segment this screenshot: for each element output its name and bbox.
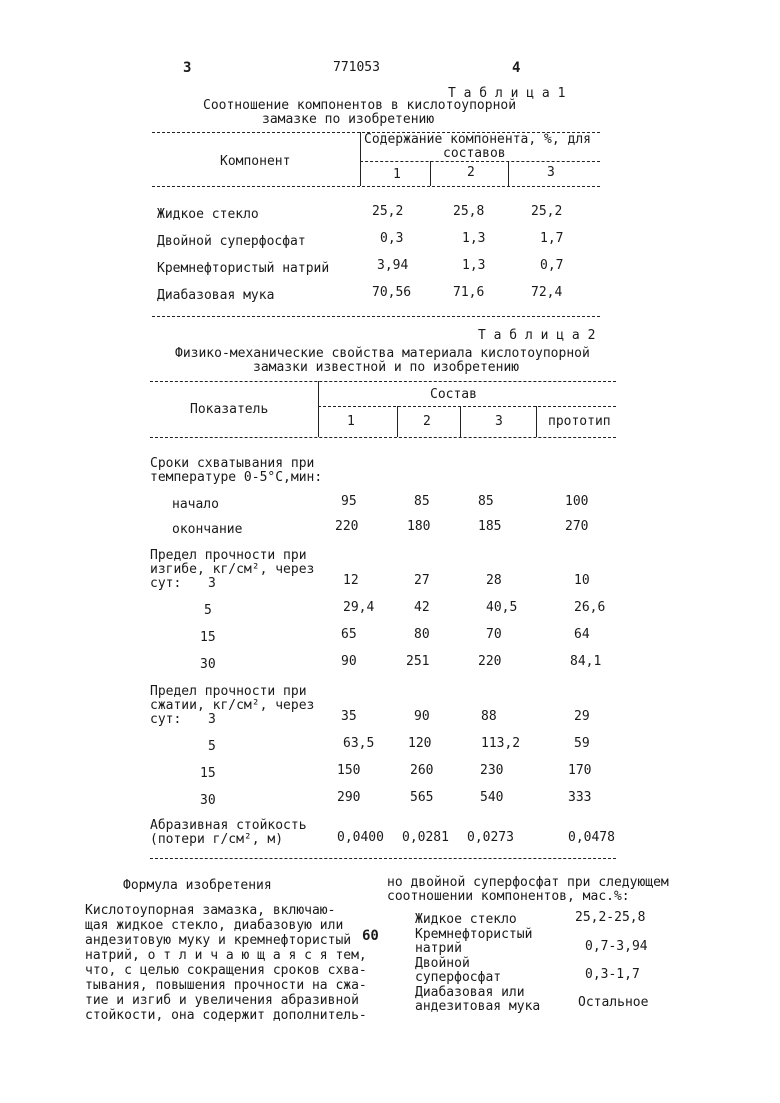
table2-cell: 35	[341, 709, 357, 724]
table2-cell: 0,0478	[568, 830, 615, 845]
table2-day: 5	[204, 603, 212, 618]
table2-cell: 40,5	[486, 600, 518, 615]
table1-label: Т а б л и ц а 1	[448, 86, 566, 101]
table1-col-1: 1	[393, 167, 401, 182]
table2-row-name: начало	[172, 497, 219, 512]
formula-left-line: тие и изгиб и увеличения абразивной	[85, 993, 359, 1008]
table1-col-divider-2	[508, 161, 509, 186]
table2-cell: 260	[410, 763, 434, 778]
page-number-left: 3	[183, 60, 192, 76]
table2-cell: 29	[574, 709, 590, 724]
table1-cell: 0,3	[380, 231, 404, 246]
component-name: натрий	[415, 941, 462, 956]
table2-cell: 270	[565, 519, 589, 534]
component-name: Жидкое стекло	[415, 912, 517, 927]
table2-bend-label: Предел прочности при	[150, 548, 307, 563]
table1-col-content-line2: составов	[443, 146, 506, 161]
table2-cell: 251	[406, 654, 430, 669]
table2-cell: 90	[341, 654, 357, 669]
table2-sub-rule	[318, 406, 616, 407]
table2-cell: 333	[568, 790, 592, 805]
table2-setting-label: Сроки схватывания при	[150, 456, 315, 471]
table2-day: 15	[200, 766, 216, 781]
table2-cell: 10	[574, 573, 590, 588]
component-value: Остальное	[578, 995, 649, 1010]
table1-cell: 0,7	[540, 258, 564, 273]
table1-cell: 25,8	[453, 204, 485, 219]
table2-divider	[318, 381, 319, 437]
table2-compress-label: сут:	[150, 712, 182, 727]
formula-left-line: андезитовую муку и кремнефтористый	[85, 933, 352, 948]
table1-col-2: 2	[467, 165, 475, 180]
formula-left-line: тывания, повышения прочности на сжа-	[85, 978, 367, 993]
component-name: андезитовая мука	[415, 999, 541, 1014]
table2-label: Т а б л и ц а 2	[478, 328, 596, 343]
table1-row-name: Кремнефтористый натрий	[157, 261, 330, 276]
table2-cell: 290	[337, 790, 361, 805]
line-number: 60	[362, 928, 379, 944]
table2-day: 30	[200, 793, 216, 808]
table2-cell: 65	[341, 627, 357, 642]
table1-row-name: Жидкое стекло	[157, 207, 259, 222]
patent-number: 771053	[333, 60, 380, 75]
table2-setting-label: температуре 0-5°С,мин:	[150, 470, 323, 485]
formula-left-line: Кислотоупорная замазка, включаю-	[85, 903, 336, 918]
table1-cell: 71,6	[453, 285, 485, 300]
table2-cell: 540	[480, 790, 504, 805]
table2-compress-label: Предел прочности при	[150, 684, 307, 699]
table1-cell: 1,3	[462, 258, 486, 273]
page-number-right: 4	[512, 60, 521, 76]
table2-cell: 0,0281	[402, 830, 449, 845]
formula-heading: Формула изобретения	[123, 878, 272, 893]
formula-left-line: стойкости, она содержит дополнитель-	[85, 1008, 367, 1023]
table2-cell: 42	[414, 600, 430, 615]
table2-row-name: окончание	[172, 522, 243, 537]
table2-top-rule	[150, 381, 616, 382]
table2-col-3: 3	[495, 414, 503, 429]
table2-cell: 220	[478, 654, 502, 669]
component-value: 25,2-25,8	[575, 910, 646, 925]
table2-cell: 26,6	[574, 600, 606, 615]
component-value: 0,7-3,94	[585, 939, 648, 954]
table2-cell: 90	[414, 709, 430, 724]
table2-cell: 59	[574, 736, 590, 751]
table2-day: 15	[200, 630, 216, 645]
table2-col-prototype: прототип	[548, 414, 611, 429]
table2-cell: 80	[414, 627, 430, 642]
table1-cell: 1,7	[540, 231, 564, 246]
table2-col-divider-2	[460, 406, 461, 437]
table1-cell: 25,2	[531, 204, 563, 219]
table2-day: 30	[200, 657, 216, 672]
table2-cell: 120	[408, 736, 432, 751]
table2-cell: 170	[568, 763, 592, 778]
table2-col-indicator: Показатель	[190, 402, 269, 417]
formula-right-line: но двойной суперфосфат при следующем	[387, 875, 669, 890]
table2-day: 3	[208, 712, 216, 727]
component-name: Диабазовая или	[415, 985, 525, 1000]
table2-cell: 70	[486, 627, 502, 642]
table2-bottom-rule	[150, 858, 616, 859]
table2-col-divider-1	[397, 406, 398, 437]
table1-col-content-line1: Содержание компонента, %, для	[364, 132, 591, 147]
table2-cell: 150	[337, 763, 361, 778]
table2-col-divider-3	[536, 406, 537, 437]
formula-right-line: соотношении компонентов, мас.%:	[387, 889, 630, 904]
component-name: Кремнефтористый	[415, 927, 533, 942]
table1-header-rule	[152, 186, 600, 187]
table2-col-2: 2	[423, 414, 431, 429]
table2-cell: 28	[486, 573, 502, 588]
table1-title-line2: замазке по изобретению	[262, 112, 435, 127]
table2-cell: 100	[565, 494, 589, 509]
table1-col-3: 3	[547, 165, 555, 180]
table1-col-divider-1	[430, 161, 431, 186]
table2-cell: 88	[481, 709, 497, 724]
table2-cell: 85	[478, 494, 494, 509]
table2-bend-label: сут:	[150, 576, 182, 591]
table1-bottom-rule	[152, 316, 600, 317]
table2-cell: 113,2	[481, 736, 521, 751]
table1-row-name: Двойной суперфосфат	[157, 234, 306, 249]
table2-cell: 95	[341, 494, 357, 509]
table1-cell: 3,94	[377, 258, 409, 273]
component-name: Двойной	[415, 956, 470, 971]
table1-title-line1: Соотношение компонентов в кислотоупорной	[203, 98, 517, 113]
table2-cell: 220	[335, 519, 359, 534]
table2-bend-label: изгибе, кг/см², через	[150, 562, 315, 577]
table2-col-composition: Состав	[430, 387, 477, 402]
table1-sub-rule	[360, 161, 600, 162]
formula-left-line: натрий, о т л и ч а ю щ а я с я тем,	[85, 948, 367, 963]
table1-row-name: Диабазовая мука	[157, 288, 275, 303]
table2-cell: 180	[407, 519, 431, 534]
component-name: суперфосфат	[415, 970, 502, 985]
table1-cell: 72,4	[531, 285, 563, 300]
table2-cell: 63,5	[343, 736, 375, 751]
table1-cell: 25,2	[372, 204, 404, 219]
table2-title-line1: Физико-механические свойства материала кислотоупорной	[175, 346, 590, 361]
table2-cell: 84,1	[570, 654, 602, 669]
table2-cell: 27	[414, 573, 430, 588]
table2-cell: 12	[343, 573, 359, 588]
formula-left-line: что, с целью сокращения сроков схва-	[85, 963, 367, 978]
table2-cell: 185	[478, 519, 502, 534]
table2-cell: 64	[574, 627, 590, 642]
table2-cell: 565	[410, 790, 434, 805]
table2-col-1: 1	[347, 414, 355, 429]
table1-divider	[360, 132, 361, 186]
table2-header-rule	[150, 437, 616, 438]
table2-day: 3	[208, 576, 216, 591]
table2-title-line2: замазки известной и по изобретению	[253, 360, 520, 375]
table2-abrasion-label: (потери г/см², м)	[150, 832, 284, 847]
table2-cell: 0,0400	[337, 830, 384, 845]
table2-abrasion-label: Абразивная стойкость	[150, 818, 307, 833]
table2-compress-label: сжатии, кг/см², через	[150, 698, 315, 713]
table1-col-component: Компонент	[220, 154, 291, 169]
table2-cell: 85	[414, 494, 430, 509]
table2-cell: 0,0273	[467, 830, 514, 845]
table2-cell: 29,4	[343, 600, 375, 615]
table2-cell: 230	[480, 763, 504, 778]
formula-left-line: щая жидкое стекло, диабазовую или	[85, 918, 344, 933]
table2-day: 5	[208, 739, 216, 754]
table1-cell: 1,3	[462, 231, 486, 246]
table1-cell: 70,56	[372, 285, 412, 300]
component-value: 0,3-1,7	[585, 967, 640, 982]
